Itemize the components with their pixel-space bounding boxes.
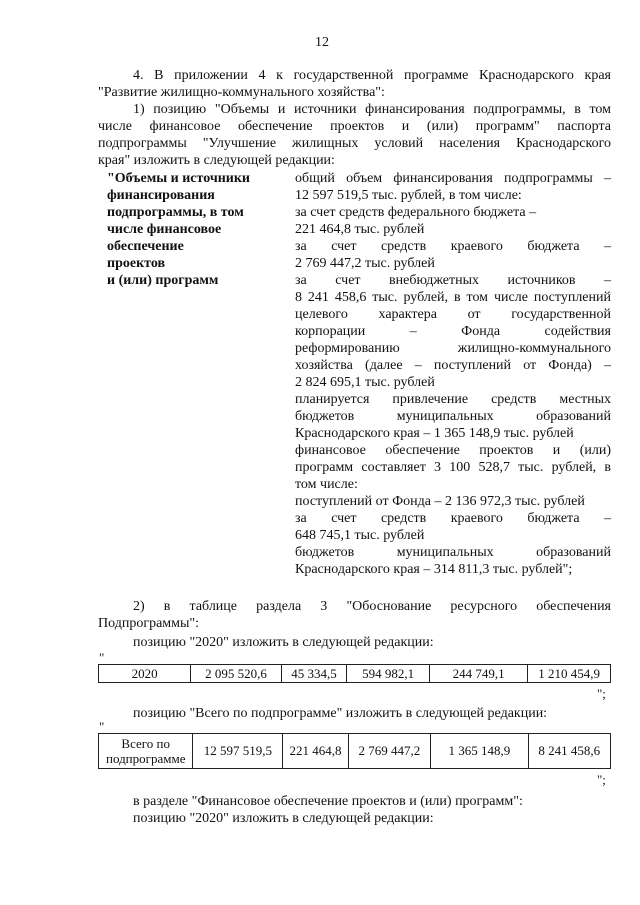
right-line: общий объем финансирования подпрограммы – (295, 171, 611, 186)
table-cell: 594 982,1 (347, 665, 430, 683)
left-heading-line: и (или) программ (107, 273, 219, 288)
item1-line: 1) позицию "Объемы и источники финансирования подпрограммы, в том (133, 102, 611, 117)
item1-line: числе финансовое обеспечение проектов и (или) программ" паспорта (98, 119, 611, 134)
table-total (98, 733, 611, 769)
table-cell: 1 210 454,9 (528, 665, 611, 683)
right-line: реформированию жилищно-коммунального (295, 341, 611, 356)
table-cell: 8 241 458,6 (528, 734, 610, 769)
right-line: за счет средств краевого бюджета – (295, 511, 611, 526)
label-line: подпрограмме (105, 751, 186, 766)
right-line: поступлений от Фонда – 2 136 972,3 тыс. рублей (295, 494, 585, 509)
right-line: Краснодарского края – 314 811,3 тыс. рублей"; (295, 562, 573, 577)
table-cell: 12 597 519,5 (193, 734, 283, 769)
left-heading-line: обеспечение (107, 239, 184, 254)
right-line: Краснодарского края – 1 365 148,9 тыс. рублей (295, 426, 574, 441)
left-heading-line: числе финансовое (107, 222, 222, 237)
left-heading-line: "Объемы и источники (107, 171, 250, 186)
item2-line2: Подпрограммы": (98, 616, 200, 631)
right-line: 8 241 458,6 тыс. рублей, в том числе поступлений (295, 290, 611, 305)
table-cell: 221 464,8 (283, 734, 348, 769)
right-line: за счет внебюджетных источников – (295, 273, 611, 288)
table-cell: 244 749,1 (430, 665, 528, 683)
table-cell: 2 769 447,2 (348, 734, 430, 769)
para4-line1: 4. В приложении 4 к государственной программе Краснодарского края (133, 68, 611, 83)
right-line: планируется привлечение средств местных (295, 392, 611, 407)
close-quote: "; (597, 772, 606, 787)
table-cell: 1 365 148,9 (431, 734, 529, 769)
close-quote: "; (597, 686, 606, 701)
right-line: 2 769 447,2 тыс. рублей (295, 256, 435, 271)
item1-line: края" изложить в следующей редакции: (98, 153, 335, 168)
left-heading-line: проектов (107, 256, 166, 271)
open-quote: " (99, 719, 105, 734)
item2-line1: 2) в таблице раздела 3 "Обоснование ресурсного обеспечения (133, 599, 611, 614)
right-line: хозяйства (далее – поступлений от Фонда) – (295, 358, 611, 373)
right-line: бюджетов муниципальных образований (295, 409, 611, 424)
table-row (99, 734, 611, 769)
page-number: 12 (315, 35, 329, 50)
label-line: Всего по (121, 736, 171, 751)
left-heading-line: финансирования (107, 188, 215, 203)
right-line: 648 745,1 тыс. рублей (295, 528, 425, 543)
para4-line2: "Развитие жилищно-коммунального хозяйства": (98, 85, 385, 100)
right-line: за счет средств федерального бюджета – (295, 205, 537, 220)
pos2020-text2: позицию "2020" изложить в следующей редакции: (133, 811, 434, 826)
pos2020-text: позицию "2020" изложить в следующей редакции: (133, 635, 434, 650)
right-line: 12 597 519,5 тыс. рублей, в том числе: (295, 188, 522, 203)
right-line: том числе: (295, 477, 358, 492)
right-line: 221 464,8 тыс. рублей (295, 222, 425, 237)
right-line: корпорации – Фонда содействия (295, 324, 611, 339)
right-line: за счет средств краевого бюджета – (295, 239, 611, 254)
right-line: 2 824 695,1 тыс. рублей (295, 375, 435, 390)
table-cell-year: 2020 (99, 665, 191, 683)
right-line: целевого характера от государственной (295, 307, 611, 322)
left-heading-line: подпрограммы, в том (107, 205, 244, 220)
open-quote: " (99, 650, 105, 665)
section-text: в разделе "Финансовое обеспечение проектов и (или) программ": (133, 794, 523, 809)
item1-line: подпрограммы "Улучшение жилищных условий населения Краснодарского (98, 136, 611, 151)
table-row (99, 665, 611, 683)
total-text: позицию "Всего по подпрограмме" изложить в следующей редакции: (133, 706, 548, 721)
table-cell: 45 334,5 (281, 665, 347, 683)
right-line: финансовое обеспечение проектов и (или) (295, 443, 611, 458)
right-line: программ составляет 3 100 528,7 тыс. рублей, в (295, 460, 611, 475)
table-cell: 2 095 520,6 (191, 665, 281, 683)
table-2020 (98, 664, 611, 683)
table-cell-label (99, 734, 193, 769)
right-line: бюджетов муниципальных образований (295, 545, 611, 560)
